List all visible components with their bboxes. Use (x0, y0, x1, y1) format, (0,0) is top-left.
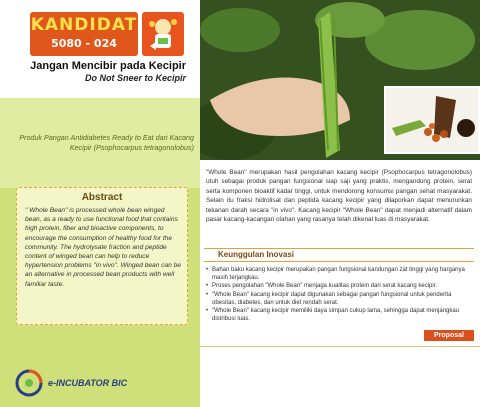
product-subtitle: Produk Pangan Antidiabetes Ready to Eat dari Kacang Kecipir (Psophocarpus tetragonolobus) (19, 133, 194, 152)
list-item: • "Whole Bean" kacang kecipir memiliki daya simpan cukup lama, sehingga dapat menjangkau distribusi luas. (206, 307, 472, 323)
keunggulan-heading: Keunggulan Inovasi (218, 250, 295, 259)
left-panel (0, 0, 200, 407)
proposal-tag: Proposal (424, 330, 474, 341)
page-title: Jangan Mencibir pada Kecipir (30, 60, 186, 72)
incubator-icon (14, 368, 44, 398)
incubator-label: e-INCUBATOR BIC (48, 378, 128, 388)
badge-title: KANDIDAT (30, 15, 138, 35)
keunggulan-list (206, 266, 472, 323)
processed-bean-inset (384, 86, 480, 154)
abstract-heading: Abstract (81, 192, 123, 203)
list-item: • Bahan baku kacang kecipir merupakan pangan fungsional kandungan zat tinggi yang harganya masih terjangkau. (206, 266, 472, 282)
kandidat-badge (30, 12, 138, 56)
incubator-logo (14, 368, 134, 398)
divider (200, 346, 480, 347)
abstract-box (16, 187, 188, 325)
list-item: • "Whole Bean" kacang kecipir dapat digunakan sebagai pangan fungsional untuk penderita obesitas, diabetes, dan untuk diet rendah serat. (206, 291, 472, 307)
badge-code: 5080 - 024 (51, 37, 117, 50)
food-lab-icon (142, 12, 184, 56)
list-item: • Proses pengolahan "Whole Bean" menjaga kualitas protein dari serat kacang kecipir. (206, 282, 472, 290)
abstract-text: " Whole Bean" is processed whole bean winged bean, as a ready to use functional food that contains high protein, fiber and bioactive components, to encourage the consumption of healthy food for the community. The hydrolysate fraction and peptide content of winged bean can help to reduce hypertension problems "in vivo". Winged bean can be an alternative in processed bean products with well familiar taste. (25, 207, 182, 288)
description-text: "Whole Bean" merupakan hasil pengolahan kacang kecipir (Psophocarpus tetragonolobus) utuh sebagai produk pangan fungsional siap saji yang praktis, mengandung protein, serat serta komponen bioaktif kadar tinggi, untuk mendorong konsumsi pangan sehat masyarakat. Selain itu fraksi hidrolisat dan peptida kacang kecipir yang dilaporkan dapat menurunkan tekanan darah secara "in vivo". Kacang kecipir "Whole Bean" dapat menjadi alternatif dalam pasar kacang-kacangan olahan yang rasanya telah dikenal luas di masyarakat. (206, 169, 472, 224)
page-title-en: Do Not Sneer to Kecipir (84, 73, 186, 83)
